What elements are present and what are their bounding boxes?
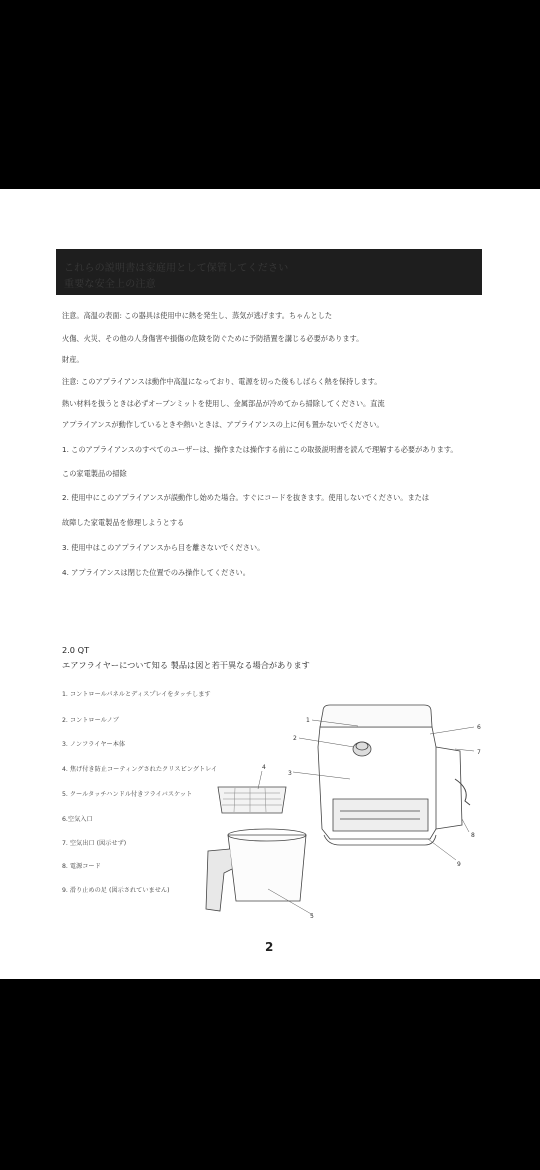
model-label: 2.0 QT — [62, 645, 90, 655]
paragraph-1: 注意。高温の表面: この器具は使用中に熱を発生し、蒸気が逃げます。ちゃんとした — [62, 311, 333, 320]
callout-8: 8 — [471, 832, 475, 839]
part-5: 5. クールタッチハンドル付きフライバスケット — [62, 791, 193, 798]
part-8: 8. 電源コード — [62, 863, 101, 870]
air-fryer-diagram — [0, 189, 540, 979]
part-2: 2. コントロールノブ — [62, 717, 119, 724]
callout-2: 2 — [293, 735, 297, 742]
fry-basket — [228, 835, 306, 901]
callout-6: 6 — [477, 724, 481, 731]
part-1: 1. コントロールパネルとディスプレイをタッチします — [62, 691, 211, 698]
fryer-side-panel — [436, 747, 462, 829]
power-cord — [455, 779, 470, 805]
paragraph-5: 熱い材料を扱うときは必ずオーブンミットを使用し、金属部品が冷めてから掃除してください。直流 — [62, 399, 385, 408]
paragraph-8: この家電製品の掃除 — [62, 469, 127, 478]
page-number: 2 — [265, 940, 274, 954]
callout-7: 7 — [477, 749, 481, 756]
callout-5: 5 — [310, 913, 314, 920]
callout-9: 9 — [457, 861, 461, 868]
paragraph-2: 火傷、火災、その他の人身傷害や損傷の危険を防ぐために予防措置を講じる必要があります。 — [62, 334, 364, 343]
callout-3: 3 — [288, 770, 292, 777]
part-3: 3. ノンフライヤー本体 — [62, 741, 126, 748]
part-9: 9. 滑り止めの足 (図示されていません) — [62, 887, 170, 894]
paragraph-11: 3. 使用中はこのアプライアンスから目を離さないでください。 — [62, 543, 265, 552]
manual-page — [0, 189, 540, 979]
paragraph-7: 1. このアプライアンスのすべてのユーザーは、操作または操作する前にこの取扱説明書を読んで理解する必要があります。 — [62, 445, 458, 454]
part-6: 6.空気入口 — [62, 816, 93, 823]
part-4: 4. 焦げ付き防止コーティングされたクリスピングトレイ — [62, 766, 218, 773]
crisping-tray — [218, 787, 286, 813]
fryer-base — [324, 835, 436, 845]
paragraph-9: 2. 使用中にこのアプライアンスが誤動作し始めた場合。すぐにコードを抜きます。使用しないでください。または — [62, 493, 430, 502]
paragraph-6: アプライアンスが動作しているときや熱いときは、アプライアンスの上に何も置かないでください。 — [62, 420, 384, 429]
paragraph-4: 注意: このアプライアンスは動作中高温になっており、電源を切った後もしばらく熱を保持します。 — [62, 377, 382, 386]
section-title: エアフライヤーについて知る 製品は図と若干異なる場合があります — [62, 660, 310, 670]
basket-opening — [333, 799, 428, 831]
banner-line-1: これらの説明書は家庭用として保管してください — [64, 263, 289, 274]
basket-handle — [206, 849, 232, 911]
paragraph-10: 故障した家電製品を修理しようとする — [62, 518, 185, 527]
callout-4: 4 — [262, 764, 266, 771]
banner-line-2: 重要な安全上の注意 — [64, 279, 156, 290]
fryer-top-panel — [320, 705, 432, 727]
paragraph-12: 4. アプライアンスは閉じた位置でのみ操作してください。 — [62, 568, 250, 577]
paragraph-3: 財産。 — [62, 355, 84, 364]
part-7: 7. 空気出口 (図示せず) — [62, 840, 127, 847]
callout-1: 1 — [306, 717, 310, 724]
control-knob — [353, 742, 371, 756]
